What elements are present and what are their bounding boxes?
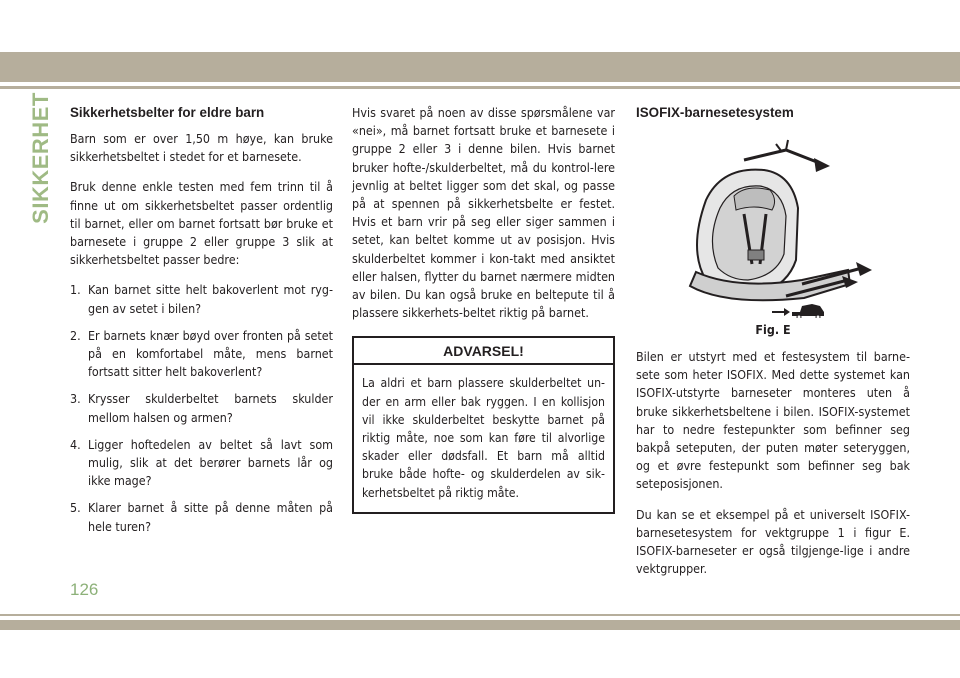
right-column: [636, 104, 910, 590]
header-band: [0, 52, 960, 82]
figure-caption: Fig. E: [755, 322, 791, 337]
list-text: Ligger hoftedelen av beltet så lavt som mulig, slik at det berører barnets lår og ikke mage?: [88, 436, 333, 489]
test-paragraph: Bruk denne enkle testen med fem trinn til å finne ut om sikkerhetsbeltet passer ordentlig til barnet, eller om barnet fortsatt bør bruke et barnesete i gruppe 2 eller gruppe 3 slik at sikkerhetsbeltet passer bedre:: [70, 179, 333, 268]
list-number: 5.: [70, 500, 81, 516]
list-text: Kan barnet sitte helt bakoverlent mot ryg-gen av setet i bilen?: [88, 282, 333, 316]
list-number: 2.: [70, 327, 81, 343]
section-side-label: [24, 92, 58, 224]
warning-title: ADVARSEL!: [354, 338, 613, 365]
list-item: [70, 390, 333, 426]
section-heading-older-children: Sikkerhetsbelter for eldre barn: [70, 105, 265, 120]
warning-box: [352, 336, 615, 513]
list-number: 4.: [70, 436, 81, 452]
list-text: Er barnets knær bøyd over fronten på setet på en komfortabel måte, mens barnet fortsatt sitter helt bakoverlent?: [88, 327, 333, 380]
footer-stripe: [0, 614, 960, 616]
isofix-description-paragraph: Bilen er utstyrt med et festesystem til barne-sete som heter ISOFIX. Med dette systemet kan ISOFIX-utstyrte barneseter monteres uten å bruke sikkerhetsbeltene i bilen. ISOFIX-systemet har to nedre festepunkter som befinner seg bakpå seteputen, der puten møter seteryggen, og et øvre festepunkt som befinner seg bak seteposisjonen.: [636, 349, 910, 492]
list-item: [70, 281, 333, 317]
intro-paragraph: Barn som er over 1,50 m høye, kan bruke sikkerhetsbeltet i stedet for et barnesete.: [70, 131, 333, 165]
header-stripe: [0, 86, 960, 89]
warning-text: La aldri et barn plassere skulderbeltet un-der en arm eller bak ryggen. I en kollisjon vil ikke skulderbeltet beskytte barnet på riktig måte, noe som kan føre til alvorlige skader eller dødsfall. Et barn må alltid bruke både hofte- og skulderdelen av sik-kerhetsbeltet på riktig måte.: [362, 376, 605, 500]
isofix-example-paragraph: Du kan se et eksempel på et universelt ISOFIX-barnesetesystem for vektgruppe 1 i figur E. ISOFIX-barneseter er også tilgjenge-lige i andre vektgrupper.: [636, 506, 910, 577]
list-text: Klarer barnet å sitte på denne måten på hele turen?: [88, 500, 333, 534]
list-text: Krysser skulderbeltet barnets skulder mellom halsen og armen?: [88, 391, 333, 425]
section-side-label-text: SIKKERHET: [28, 92, 53, 224]
question-list: [70, 281, 333, 535]
list-number: 3.: [70, 391, 81, 407]
answer-paragraph: Hvis svaret på noen av disse spørsmålene var «nei», må barnet fortsatt bruke et barnesete i gruppe 2 eller 3 i denne bilen. Hvis barnet bruker hofte-/skulderbeltet, må du kontrol-lere jevnlig at beltet ligger som det skal, og passe på at spennen på sikkerhetsbelte er festet. Hvis et barn vrir på seg eller siger sammen i setet, kan beltet komme ut av posisjon. Hvis skulderbeltet kommer i kon-takt med ansiktet eller halsen, flytter du barnet nærmere midten av bilen. Du kan også bruke en beltepute til å plassere sikkerhets-beltet riktig på barnet.: [352, 105, 615, 321]
middle-column: [352, 104, 615, 514]
page-number: 126: [70, 580, 99, 599]
section-heading-isofix: ISOFIX-barnesetesystem: [636, 105, 794, 120]
list-number: 1.: [70, 282, 81, 298]
list-item: [70, 327, 333, 382]
list-item: [70, 436, 333, 491]
list-item: [70, 499, 333, 535]
isofix-figure: [636, 130, 910, 318]
left-column: [70, 104, 333, 545]
footer-band: [0, 620, 960, 630]
isofix-child-seat-illustration: [636, 130, 910, 318]
